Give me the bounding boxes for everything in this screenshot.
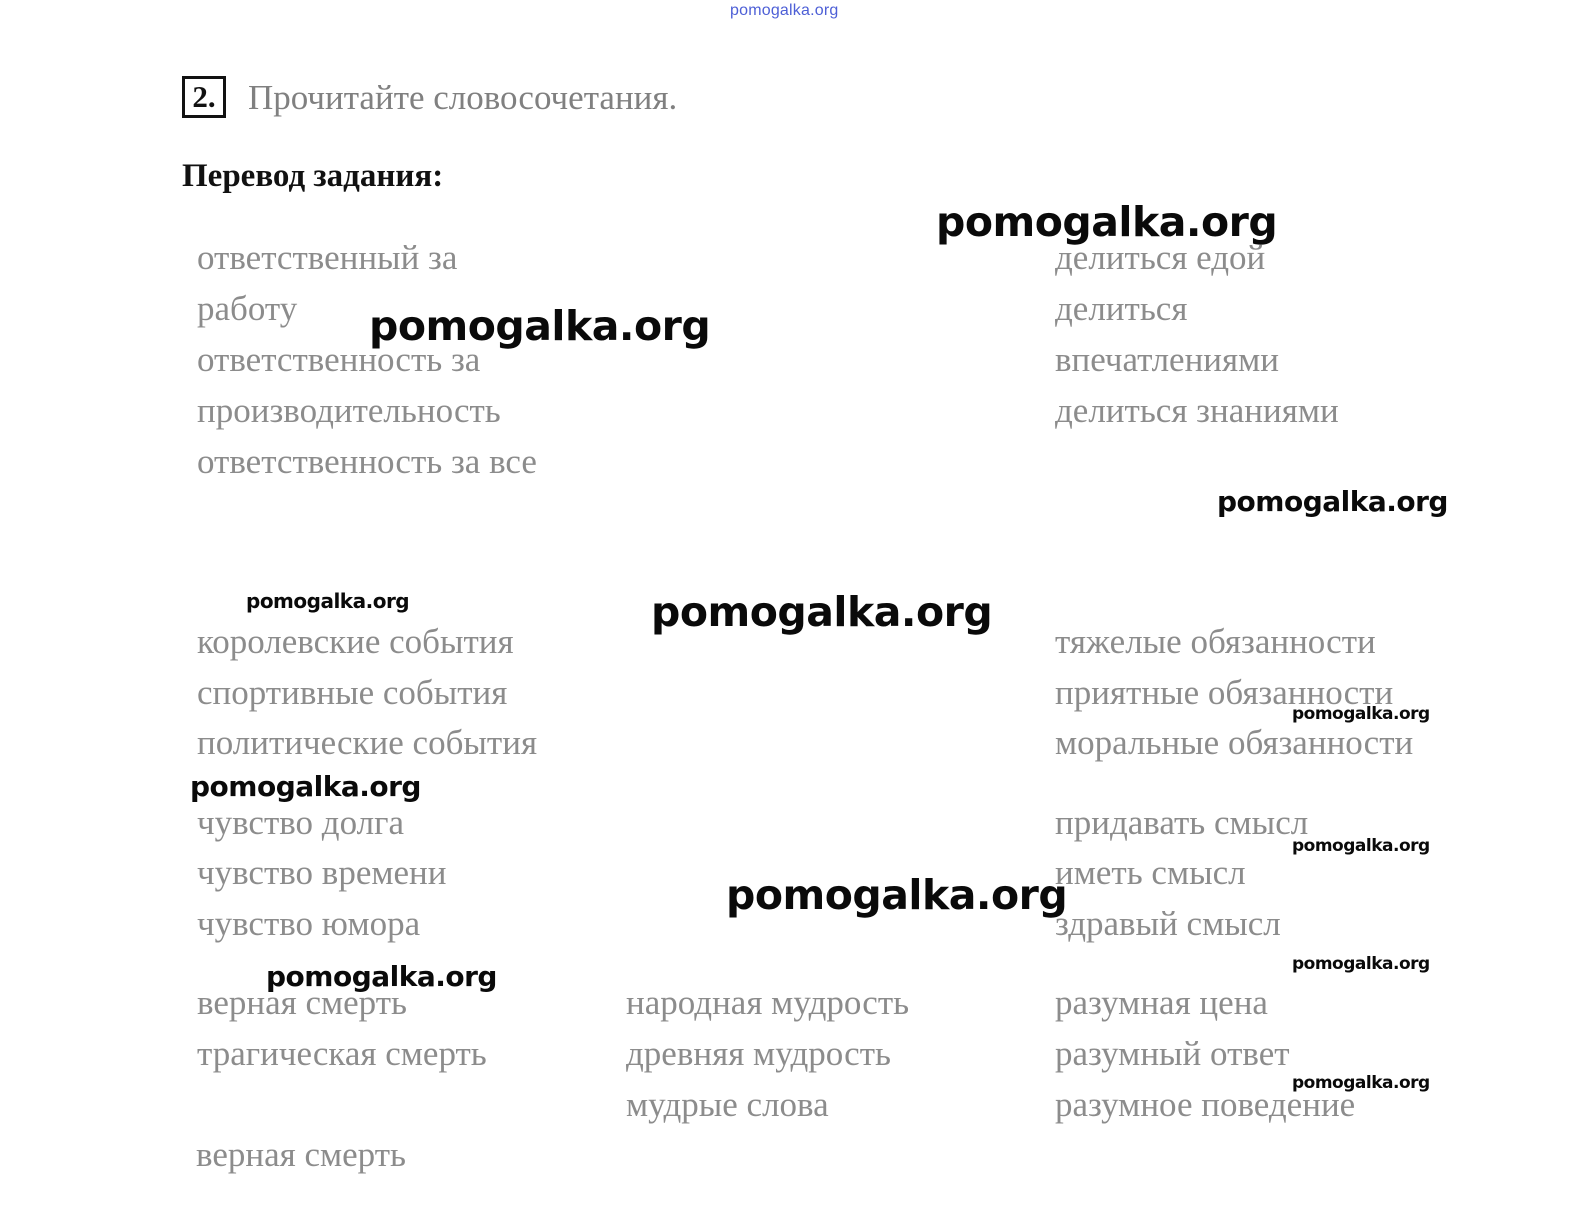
phrase: народная мудрость: [626, 983, 910, 1022]
watermark: pomogalka.org: [1292, 836, 1430, 856]
phrase: делиться знаниями: [1055, 391, 1339, 430]
watermark: pomogalka.org: [726, 871, 1068, 919]
phrase: приятные обязанности: [1055, 673, 1394, 712]
watermark: pomogalka.org: [369, 302, 711, 350]
site-link[interactable]: pomogalka.org: [730, 2, 839, 19]
watermark: pomogalka.org: [651, 588, 993, 636]
phrase: чувство юмора: [197, 904, 421, 943]
phrase: разумная цена: [1055, 983, 1268, 1022]
watermark: pomogalka.org: [266, 960, 497, 993]
watermark: pomogalka.org: [1292, 954, 1430, 974]
phrase: придавать смысл: [1055, 803, 1309, 842]
phrase: разумное поведение: [1055, 1085, 1356, 1124]
phrase: ответственность за все: [197, 442, 537, 481]
phrase: чувство времени: [197, 853, 447, 892]
watermark: pomogalka.org: [936, 198, 1278, 246]
phrase: делиться: [1055, 289, 1188, 328]
watermark: pomogalka.org: [190, 770, 421, 803]
task-number-box: 2.: [182, 76, 226, 118]
watermark: pomogalka.org: [1292, 704, 1430, 724]
phrase: тяжелые обязанности: [1055, 622, 1376, 661]
phrase: ответственность за: [197, 340, 481, 379]
phrase: иметь смысл: [1055, 853, 1246, 892]
phrase: трагическая смерть: [197, 1034, 487, 1073]
translation-heading: Перевод задания:: [182, 158, 444, 194]
phrase: мудрые слова: [626, 1085, 829, 1124]
phrase: верная смерть: [197, 983, 407, 1022]
phrase: производительность: [197, 391, 501, 430]
phrase: политические события: [197, 723, 538, 762]
phrase: здравый смысл: [1055, 904, 1281, 943]
watermark: pomogalka.org: [246, 589, 410, 613]
watermark: pomogalka.org: [1217, 485, 1448, 518]
watermark: pomogalka.org: [1292, 1073, 1430, 1093]
phrase: разумный ответ: [1055, 1034, 1290, 1073]
phrase: спортивные события: [197, 673, 508, 712]
phrase: делиться едой: [1055, 238, 1266, 277]
phrase: впечатлениями: [1055, 340, 1280, 379]
phrase: королевские события: [197, 622, 514, 661]
phrase: верная смерть: [196, 1135, 406, 1174]
task-instruction: Прочитайте словосочетания.: [248, 78, 678, 117]
phrase: работу: [197, 289, 298, 328]
phrase: ответственный за: [197, 238, 458, 277]
phrase: моральные обязанности: [1055, 723, 1414, 762]
phrase: древняя мудрость: [626, 1034, 891, 1073]
phrase: чувство долга: [197, 803, 404, 842]
